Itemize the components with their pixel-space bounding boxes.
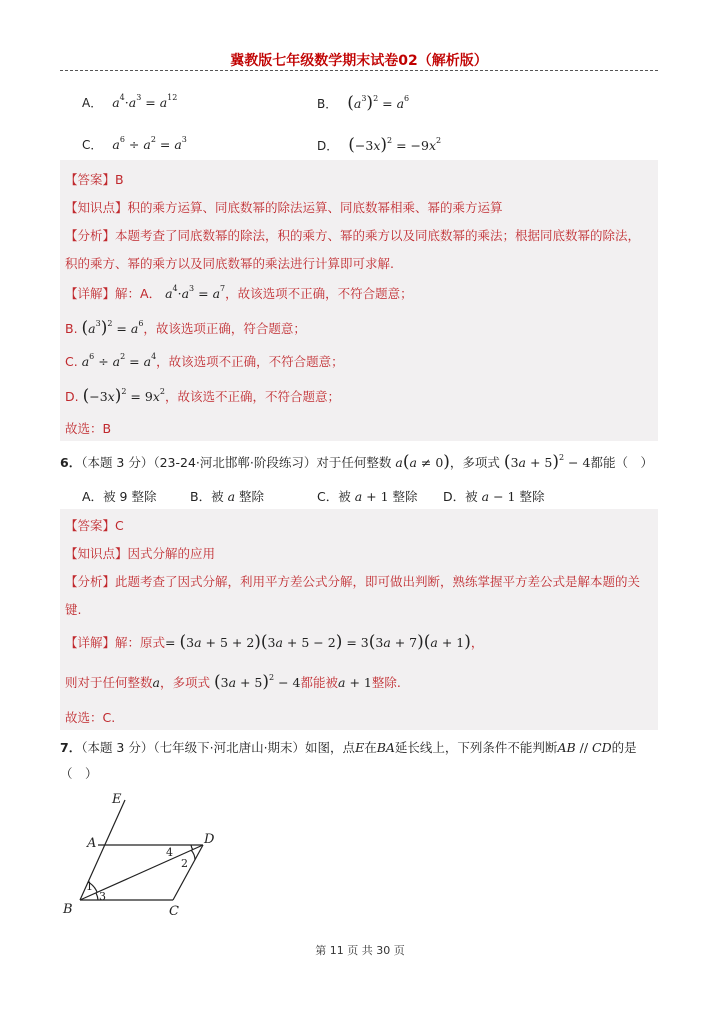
q6-knowledge-line: 【知识点】因式分解的应用: [65, 546, 216, 561]
point-label-b: B: [63, 902, 73, 917]
q5-analysis-line2: 积的乘方、幂的乘方以及同底数幂的乘法进行计算即可求解.: [65, 256, 394, 271]
q6-detail-line2: 则对于任何整数a，多项式 $(3a + 5)^2 - 4$都能被a + 1整除.: [65, 672, 401, 692]
q7-geometry-figure: [55, 785, 230, 925]
q6-detail-line1: 【详解】解：原式= (3a + 5 + 2)(3a + 5 − 2) = 3(3a + 7)(a + 1)，: [65, 632, 484, 652]
q5-option-c: C． $a^6 \div a^2 = a^3$: [82, 135, 187, 152]
q6-answer-line: 【答案】C: [65, 518, 124, 533]
q6-option-c: C．被 a + 1 整除: [317, 489, 418, 504]
point-label-c: C: [169, 904, 179, 919]
q6-option-b: B．被 a 整除: [190, 489, 265, 504]
q6-answer-box: [60, 509, 658, 730]
q5-conclusion: 故选：B: [65, 421, 112, 436]
q5-option-d: D． $(-3x)^2 = -9x^2$: [317, 135, 442, 155]
angle-label-1: 1: [86, 880, 93, 893]
q5-detail-line-a: 【详解】解：A． $a^4\cdot a^3 = a^7$，故该选项不正确，不符合题意；: [65, 284, 413, 301]
q5-answer-box: [60, 160, 658, 441]
point-label-e: E: [112, 792, 122, 807]
q7-stem: 7．（本题 3 分）（七年级下·河北唐山·期末）如图，点E在BA延长线上，下列条件不能判断AB // CD的是: [60, 740, 637, 755]
q6-conclusion: 故选：C.: [65, 710, 116, 725]
angle-label-2: 2: [181, 857, 188, 870]
q6-option-a: A．被 9 整除: [82, 489, 157, 504]
q5-option-b: B． $(a^3)^2 = a^6$: [317, 93, 410, 113]
q5-option-a: A． $a^4\cdot a^3 = a^{12}$: [82, 93, 178, 110]
point-label-d: D: [204, 832, 215, 847]
header-rule: [60, 70, 658, 71]
q5-knowledge-line: 【知识点】积的乘方运算、同底数幂的除法运算、同底数幂相乘、幂的乘方运算: [65, 200, 503, 215]
page-header: 冀教版七年级数学期末试卷02（解析版）: [230, 53, 488, 69]
line-cd: [173, 845, 203, 900]
angle-2-arc: [191, 850, 195, 860]
point-label-a: A: [87, 836, 97, 851]
angle-label-4: 4: [166, 846, 173, 859]
q5-detail-line-c: C. $a^6 \div a^2 = a^4$，故该选项不正确，不符合题意；: [65, 352, 344, 369]
page-footer: 第 11 页 共 30 页: [315, 944, 405, 957]
q5-detail-line-b: B. $(a^3)^2 = a^6$，故该选项正确，符合题意；: [65, 318, 306, 338]
q5-detail-line-d: D. $(-3x)^2 = 9x^2$，故该选不正确，不符合题意；: [65, 386, 340, 406]
angle-3-arc: [96, 893, 98, 900]
q6-option-d: D．被 a − 1 整除: [443, 489, 545, 504]
angle-label-3: 3: [99, 890, 106, 903]
q6-analysis-line2: 键.: [65, 602, 82, 617]
q5-answer-line: 【答案】B: [65, 172, 124, 187]
q6-stem: 6．（本题 3 分）（23-24·河北邯郸·阶段练习）对于任何整数 a(a ≠ 0)，多项式 $(3a + 5)^2 - 4$都能（ ）: [60, 452, 653, 472]
q5-analysis-line1: 【分析】本题考查了同底数幂的除法，积的乘方、幂的乘方以及同底数幂的乘法；根据同底数幂的除法，: [65, 228, 641, 243]
q6-analysis-line1: 【分析】此题考查了因式分解，利用平方差公式分解，即可做出判断，熟练掌握平方差公式是解本题的关: [65, 574, 641, 589]
angle-4-arc: [191, 845, 193, 850]
q7-blank: （ ）: [60, 766, 98, 781]
